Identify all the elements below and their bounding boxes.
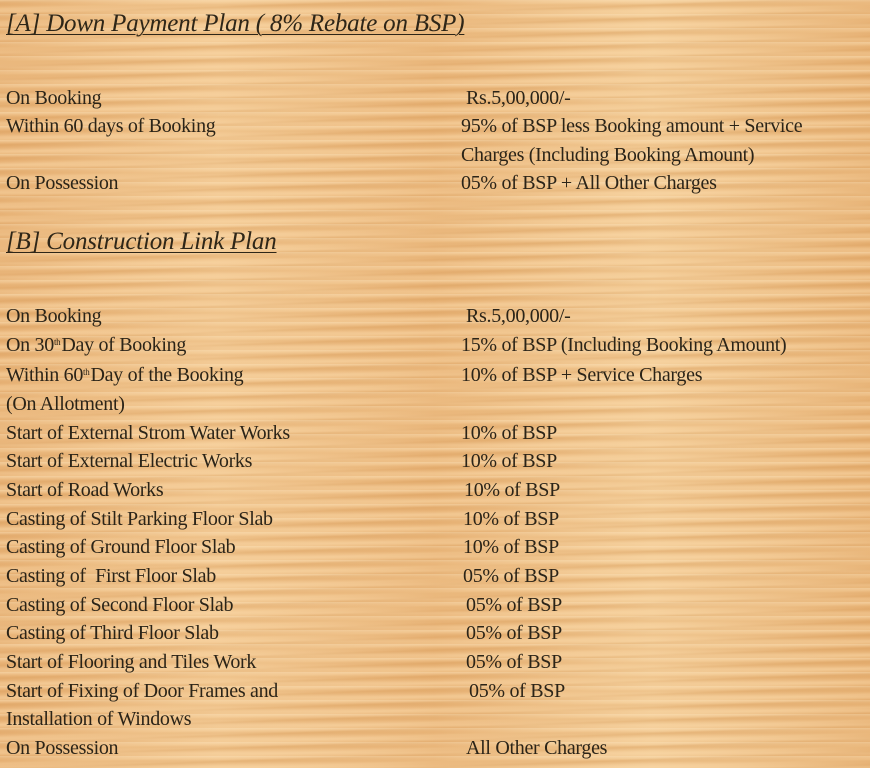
row-label: Within 60 days of Booking — [6, 115, 216, 137]
row-label: On Booking — [6, 305, 102, 327]
row-label: Start of Flooring and Tiles Work — [6, 651, 257, 673]
row-label-continued: (On Allotment) — [6, 393, 125, 415]
row-value: 05% of BSP — [469, 680, 565, 702]
row-label: Casting of Third Floor Slab — [6, 622, 219, 644]
plan-a-heading: [A] Down Payment Plan ( 8% Rebate on BSP) — [6, 10, 465, 37]
plan-a-row-on-booking — [0, 84, 870, 112]
row-label: Start of Road Works — [6, 479, 164, 501]
row-value-continued: Charges (Including Booking Amount) — [461, 144, 755, 166]
row-label — [6, 331, 186, 359]
row-label: Casting of First Floor Slab — [6, 565, 216, 587]
row-label — [6, 361, 243, 389]
row-value: 10% of BSP — [461, 422, 557, 444]
row-label: On Possession — [6, 737, 119, 759]
plan-b-row-ground-floor — [0, 533, 870, 561]
row-label: Start of Fixing of Door Frames and — [6, 680, 278, 702]
row-value: Rs.5,00,000/- — [466, 305, 571, 327]
ordinal-suffix: th — [83, 367, 90, 377]
row-value: 05% of BSP + All Other Charges — [461, 172, 717, 194]
label-post: Day of the Booking — [90, 364, 244, 386]
row-label: Start of External Strom Water Works — [6, 422, 290, 444]
label-post: Day of Booking — [61, 334, 187, 356]
plan-b-row-on-possession — [0, 734, 870, 762]
label-pre: Within 60 — [6, 364, 84, 386]
row-value: 10% of BSP + Service Charges — [461, 364, 703, 386]
plan-a-row-on-possession — [0, 169, 870, 197]
row-label: On Booking — [6, 87, 102, 109]
row-value: 05% of BSP — [466, 594, 562, 616]
row-value: 10% of BSP — [463, 508, 559, 530]
plan-b-heading: [B] Construction Link Plan — [6, 228, 277, 255]
plan-a-row-within-60-days-cont — [0, 141, 870, 169]
plan-b-row-third-floor — [0, 619, 870, 647]
row-label: Casting of Ground Floor Slab — [6, 536, 236, 558]
row-label: Start of External Electric Works — [6, 450, 253, 472]
row-value: 10% of BSP — [464, 479, 560, 501]
row-value: 10% of BSP — [461, 450, 557, 472]
plan-b-row-60th-day-cont — [0, 390, 870, 418]
plan-b-row-road — [0, 476, 870, 504]
plan-b-row-flooring-tiles — [0, 648, 870, 676]
row-value: 05% of BSP — [466, 651, 562, 673]
row-label: Casting of Second Floor Slab — [6, 594, 234, 616]
plan-a-row-within-60-days — [0, 112, 870, 140]
plan-b-row-30th-day — [0, 331, 870, 359]
plan-b-row-second-floor — [0, 591, 870, 619]
ordinal-suffix: th — [53, 337, 61, 347]
plan-b-row-first-floor — [0, 562, 870, 590]
row-value: Rs.5,00,000/- — [466, 87, 571, 109]
row-value: 05% of BSP — [463, 565, 559, 587]
row-value: 95% of BSP less Booking amount + Service — [461, 115, 803, 137]
row-value: 15% of BSP (Including Booking Amount) — [461, 334, 787, 356]
row-value: All Other Charges — [466, 737, 608, 759]
plan-b-row-on-booking — [0, 302, 870, 330]
row-label: Casting of Stilt Parking Floor Slab — [6, 508, 273, 530]
row-label: On Possession — [6, 172, 119, 194]
label-pre: On 30 — [6, 334, 54, 356]
plan-b-row-door-frames — [0, 677, 870, 705]
plan-b-row-door-frames-cont — [0, 705, 870, 733]
plan-b-row-stilt-parking — [0, 505, 870, 533]
row-label-continued: Installation of Windows — [6, 708, 192, 730]
row-value: 10% of BSP — [463, 536, 559, 558]
plan-b-row-storm-water — [0, 419, 870, 447]
plan-b-row-60th-day — [0, 361, 870, 389]
row-value: 05% of BSP — [466, 622, 562, 644]
plan-b-row-electric — [0, 447, 870, 475]
